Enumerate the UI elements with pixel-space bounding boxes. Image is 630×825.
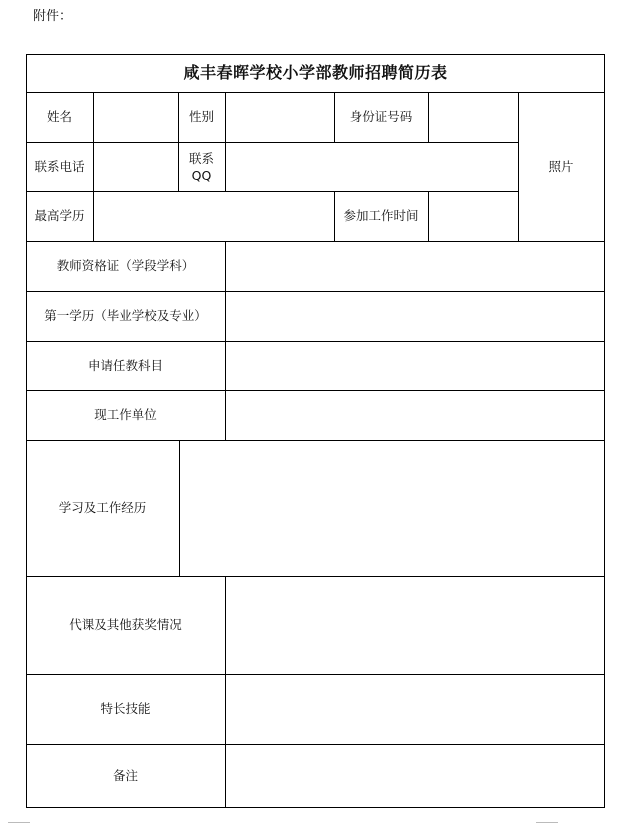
gender-label: 性别 <box>188 109 214 124</box>
qq-input-cell[interactable] <box>225 142 518 191</box>
employer-input-cell[interactable] <box>225 390 604 440</box>
experience-input-cell[interactable] <box>179 440 604 576</box>
phone-label: 联系电话 <box>34 158 85 174</box>
attachment-label: 附件： <box>33 9 73 24</box>
remarks-input-cell[interactable] <box>225 744 604 807</box>
awards-label: 代课及其他获奖情况 <box>69 617 182 632</box>
first-degree-input-cell[interactable] <box>225 291 604 341</box>
id-number-input-cell[interactable] <box>428 92 518 142</box>
qq-label-line1: 联系 <box>188 150 214 166</box>
work-start-input-cell[interactable] <box>428 191 518 241</box>
id-number-label: 身份证号码 <box>349 109 413 124</box>
awards-input-cell[interactable] <box>225 576 604 674</box>
resume-form-table <box>26 54 605 808</box>
remarks-label: 备注 <box>112 767 138 783</box>
form-title: 咸丰春晖学校小学部教师招聘简历表 <box>183 63 448 82</box>
skills-label: 特长技能 <box>100 701 151 716</box>
experience-label: 学习及工作经历 <box>58 500 147 515</box>
page-corner-mark-right <box>536 822 558 823</box>
qq-label-line2: QQ <box>191 167 212 183</box>
education-input-cell[interactable] <box>93 191 334 241</box>
first-degree-label: 第一学历（毕业学校及专业） <box>44 308 207 323</box>
phone-input-cell[interactable] <box>93 142 178 191</box>
education-label: 最高学历 <box>34 208 85 223</box>
work-start-label: 参加工作时间 <box>343 208 419 223</box>
name-label: 姓名 <box>46 109 72 124</box>
name-input-cell[interactable] <box>93 92 178 142</box>
gender-input-cell[interactable] <box>225 92 334 142</box>
employer-label: 现工作单位 <box>94 407 157 422</box>
subject-label: 申请任教科目 <box>87 357 163 373</box>
qq-label <box>178 142 225 191</box>
photo-cell[interactable]: 照片 <box>548 158 574 174</box>
skills-input-cell[interactable] <box>225 674 604 744</box>
subject-input-cell[interactable] <box>225 341 604 390</box>
page-corner-mark-left <box>8 822 30 823</box>
certificate-label: 教师资格证（学段学科） <box>56 258 195 273</box>
certificate-input-cell[interactable] <box>225 241 604 291</box>
